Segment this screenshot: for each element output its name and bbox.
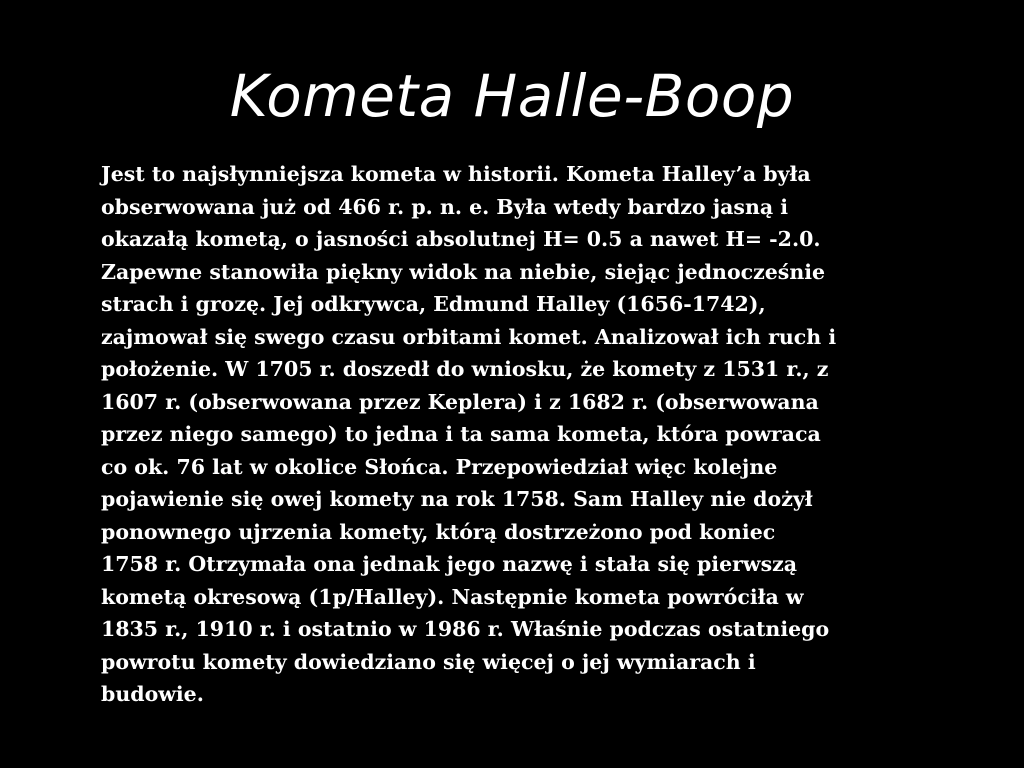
body-line: 1758 r. Otrzymała ona jednak jego nazwę i stała się pierwszą (101, 552, 798, 576)
slide-title: Kometa Halle-Boop (229, 62, 795, 130)
body-line: Jest to najsłynniejsza kometa w historii. Kometa Halley’a była (101, 162, 811, 186)
body-line: okazałą kometą, o jasności absolutnej H= 0.5 a nawet H= -2.0. (101, 227, 821, 251)
body-line: 1607 r. (obserwowana przez Keplera) i z 1682 r. (obserwowana (101, 389, 819, 414)
slide-body-text (101, 158, 971, 711)
body-line: pojawienie się owej komety na rok 1758. Sam Halley nie dożył (101, 487, 813, 511)
body-line: powrotu komety dowiedziano się więcej o jej wymiarach i (101, 649, 756, 674)
body-line: położenie. W 1705 r. doszedł do wniosku, że komety z 1531 r., z (101, 357, 829, 381)
body-line: przez niego samego) to jedna i ta sama kometa, która powraca (101, 422, 821, 446)
body-line: strach i grozę. Jej odkrywca, Edmund Halley (1656-1742), (101, 292, 766, 316)
body-line: budowie. (101, 682, 204, 706)
body-line: ponownego ujrzenia komety, którą dostrzeżono pod koniec (101, 519, 776, 544)
body-line: co ok. 76 lat w okolice Słońca. Przepowiedział więc kolejne (101, 454, 778, 479)
body-line: kometą okresową (1p/Halley). Następnie kometa powróciła w (101, 584, 804, 609)
body-line: obserwowana już od 466 r. p. n. e. Była wtedy bardzo jasną i (101, 194, 789, 219)
body-line: zajmował się swego czasu orbitami komet. Analizował ich ruch i (101, 324, 837, 349)
body-line: Zapewne stanowiła piękny widok na niebie, siejąc jednocześnie (101, 259, 826, 284)
body-line: 1835 r., 1910 r. i ostatnio w 1986 r. Właśnie podczas ostatniego (101, 617, 830, 641)
